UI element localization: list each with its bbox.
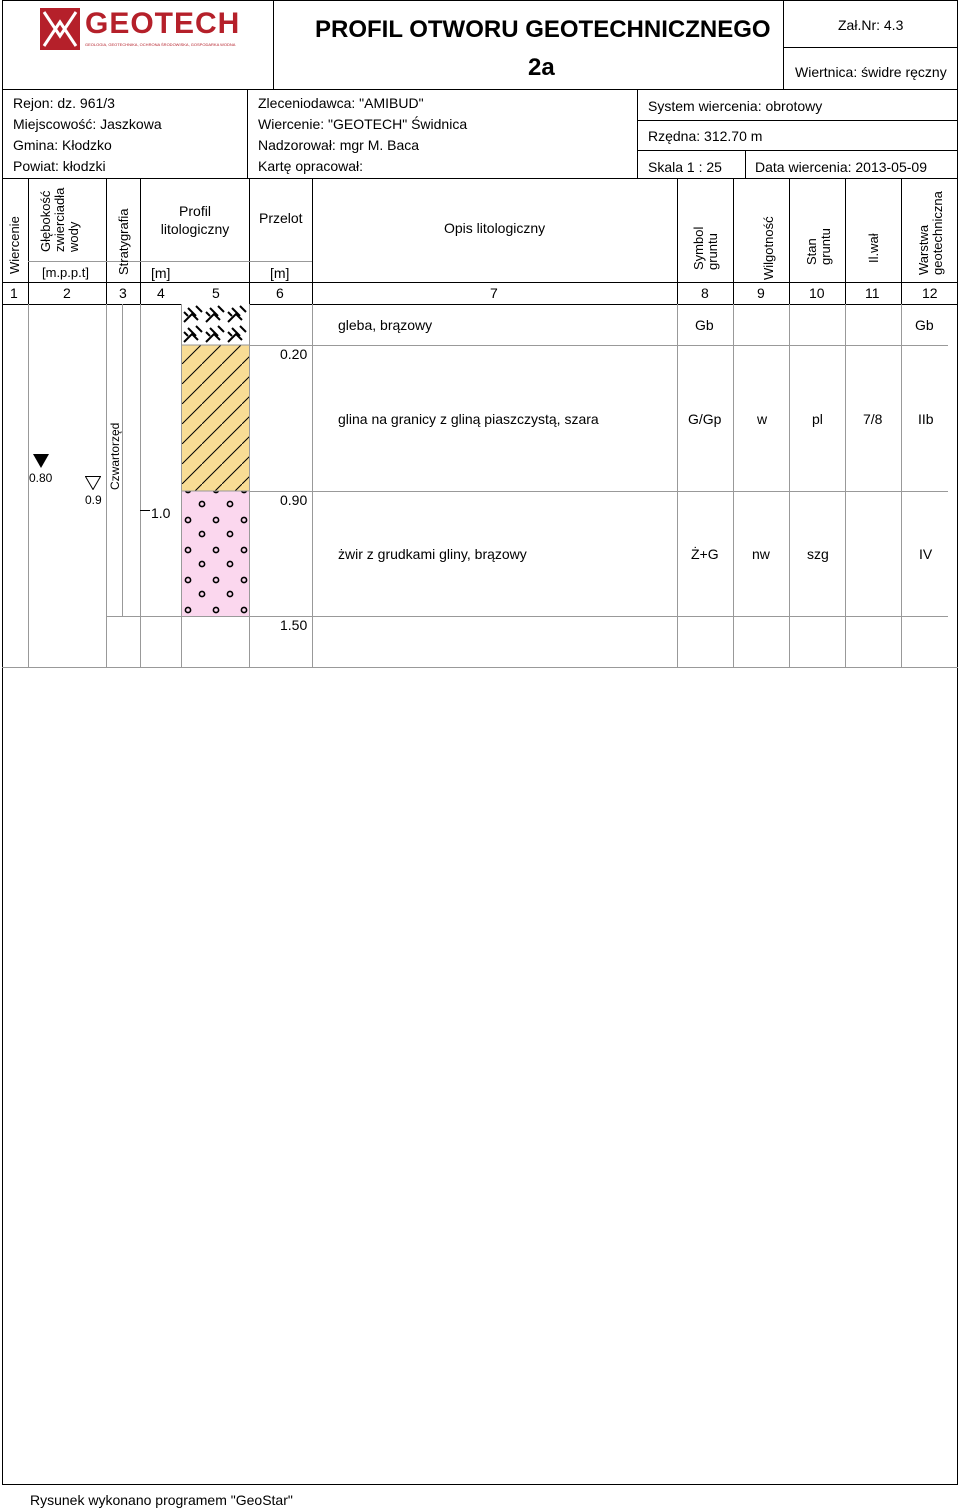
col-stan bbox=[805, 215, 833, 265]
info-wiercenie: Wiercenie: "GEOTECH" Świdnica bbox=[258, 116, 468, 132]
col-number: 8 bbox=[701, 285, 709, 301]
water-encountered-depth: 0.80 bbox=[29, 471, 53, 485]
stratigraphy-label: Czwartorzęd bbox=[108, 422, 122, 490]
frame-left bbox=[2, 0, 3, 1485]
layer-blows: 7/8 bbox=[863, 411, 883, 427]
layer-moisture: nw bbox=[752, 546, 770, 562]
layer-geotech: IV bbox=[919, 546, 933, 562]
layer-state: pl bbox=[812, 411, 823, 427]
layer-symbol: Ż+G bbox=[691, 546, 719, 562]
info-gmina: Gmina: Kłodzko bbox=[13, 137, 112, 153]
layer-geotech: Gb bbox=[915, 317, 934, 333]
layer-symbol: G/Gp bbox=[688, 411, 722, 427]
layer-symbol: Gb bbox=[695, 317, 714, 333]
drilling-rig: Wiertnica: świdre ręczny bbox=[795, 64, 947, 80]
col-number: 11 bbox=[865, 285, 880, 301]
col-ilwal: Il.wał bbox=[866, 233, 881, 263]
info-powiat: Powiat: kłodzki bbox=[13, 158, 106, 174]
col-wilgotnosc: Wilgotność bbox=[761, 216, 776, 280]
col-przelot: Przelot bbox=[259, 210, 303, 226]
col-warstwa bbox=[917, 185, 945, 275]
info-karte: Kartę opracował: bbox=[258, 158, 364, 174]
info-miejscowosc: Miejscowość: Jaszkowa bbox=[13, 116, 162, 132]
info-data: Data wiercenia: 2013-05-09 bbox=[755, 159, 927, 175]
water-stabilized-depth: 0.9 bbox=[85, 493, 102, 507]
col-warstwa-text: Warstwa geotechniczna bbox=[916, 191, 945, 275]
col-number: 1 bbox=[10, 285, 18, 301]
document-title: PROFIL OTWORU GEOTECHNICZNEGO bbox=[315, 16, 771, 43]
borehole-number: 2a bbox=[528, 54, 555, 81]
col-stratygrafia: Stratygrafia bbox=[116, 208, 131, 275]
water-stabilized-icon bbox=[85, 476, 101, 490]
company-name: GEOTECH bbox=[85, 7, 241, 40]
layer-clay-pattern bbox=[182, 345, 249, 491]
col-number: 10 bbox=[809, 285, 825, 301]
info-system: System wiercenia: obrotowy bbox=[648, 98, 823, 114]
layer-depth: 0.20 bbox=[280, 346, 308, 362]
company-logo bbox=[40, 6, 241, 52]
frame-bottom bbox=[2, 1484, 958, 1485]
col-symbol-text: Symbol gruntu bbox=[691, 226, 720, 270]
col-przelot-unit: [m] bbox=[270, 265, 290, 281]
col-glebokosc-unit: [m.p.p.t] bbox=[42, 265, 89, 280]
col-glebokosc bbox=[39, 182, 81, 252]
info-rejon: Rejon: dz. 961/3 bbox=[13, 95, 115, 111]
layer-description: glina na granicy z gliną piaszczystą, szara bbox=[338, 411, 599, 427]
col-symbol bbox=[692, 210, 720, 270]
info-rzedna: Rzędna: 312.70 m bbox=[648, 128, 763, 144]
col-number: 4 bbox=[157, 285, 165, 301]
lithology-profile bbox=[182, 304, 249, 616]
frame-right bbox=[957, 0, 958, 1485]
info-zleceniodawca: Zleceniodawca: "AMIBUD" bbox=[258, 95, 424, 111]
layer-moisture: w bbox=[757, 411, 768, 427]
col-number: 3 bbox=[119, 285, 127, 301]
company-tagline: GEOLOGIA, GEOTECHNIKA, OCHRONA ŚRODOWISKA, GOSPODARKA WODNA bbox=[85, 42, 236, 47]
col-opis: Opis litologiczny bbox=[444, 220, 546, 236]
layer-depth: 1.50 bbox=[280, 617, 308, 633]
col-stan-text: Stan gruntu bbox=[804, 228, 833, 265]
info-skala: Skala 1 : 25 bbox=[648, 159, 722, 175]
col-number: 2 bbox=[63, 285, 71, 301]
col-depth-unit: [m] bbox=[151, 265, 171, 281]
col-number: 6 bbox=[276, 285, 284, 301]
col-number: 5 bbox=[212, 285, 220, 301]
attachment-number: Zał.Nr: 4.3 bbox=[838, 17, 904, 33]
layer-gravel-pattern bbox=[182, 491, 249, 616]
layer-depth: 0.90 bbox=[280, 492, 308, 508]
water-encountered-icon bbox=[33, 454, 49, 468]
info-nadzorowal: Nadzorował: mgr M. Baca bbox=[258, 137, 420, 153]
col-glebokosc-text: Głębokość zwierciadła wody bbox=[38, 187, 81, 252]
col-number: 7 bbox=[490, 285, 498, 301]
layer-description: gleba, brązowy bbox=[338, 317, 433, 333]
col-profil: Profil litologiczny bbox=[160, 203, 230, 237]
footer-note: Rysunek wykonano programem "GeoStar" bbox=[30, 1492, 293, 1508]
depth-tick-label: 1.0 bbox=[151, 505, 171, 521]
frame-top bbox=[2, 0, 958, 1]
col-number: 9 bbox=[757, 285, 765, 301]
col-number: 12 bbox=[922, 285, 938, 301]
layer-description: żwir z grudkami gliny, brązowy bbox=[338, 546, 527, 562]
layer-geotech: IIb bbox=[918, 411, 934, 427]
col-wiercenie: Wiercenie bbox=[7, 216, 22, 274]
layer-state: szg bbox=[807, 546, 829, 562]
